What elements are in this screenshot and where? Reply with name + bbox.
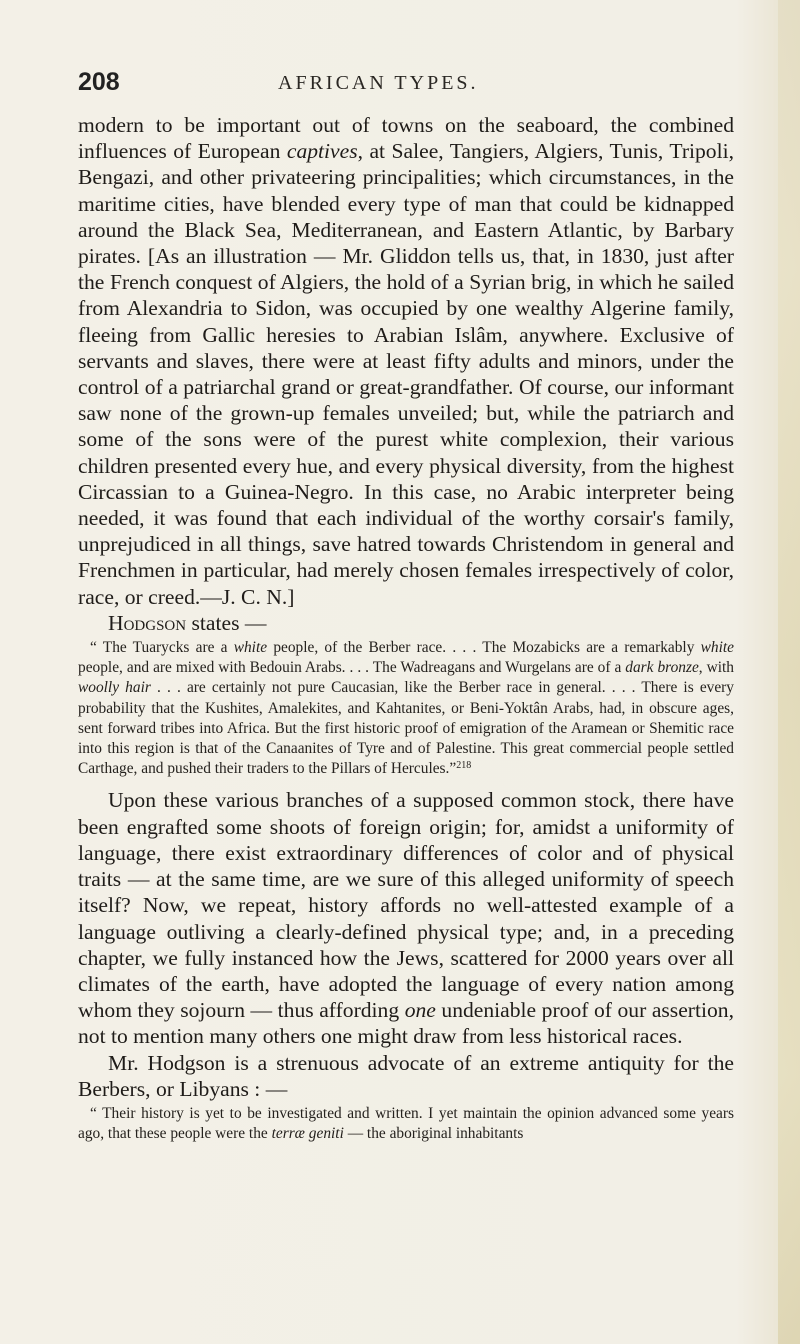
text-run: “ Their history is yet to be investigated and written. I yet maintain the opinion advanced some years ago, that these people were the [78,1104,734,1143]
paragraph-hodgson-states [78,610,734,636]
text-run: modern to be important out of towns on the seaboard, the combined influences of European [78,113,734,164]
page-edge-stain [778,0,800,1344]
running-head: AFRICAN TYPES. [278,72,479,94]
text-run: , at Salee, Tangiers, Algiers, Tunis, Tripoli, Bengazi, and other privateering principalities; which circumstances, in the maritime cities, have blended every type of man that could be kidnapped around the Black Sea, Mediterranean, and Eastern Atlantic, by Barbary pirates. [As an illustration — Mr. Gliddon tells us, that, in 1830, just after the French conquest of Algiers, the hold of a Syrian brig, in which he sailed from Alexandria to Sidon, was occupied by one wealthy Algerine family, fleeing from Gallic heresies to Arabian Islâm, anywhere. Exclusive of servants and slaves, there were at least fifty adults and minors, under the control of a patriarchal grand or great-grandfather. Of course, our informant saw none of the grown-up females unveiled; but, while the patriarch and some of the sons were of the purest white complexion, their various children presented every hue, and every physical diversity, from the highest Circassian to a Guinea-Negro. In this case, no Arabic interpreter being needed, it was found that each individual of the worthy corsair's family, unprejudiced in all things, save hatred towards Christendom in general and Frenchmen in particular, had merely chosen females irrespectively of color, race, or creed.—J. C. N.] [78,139,734,609]
text-run: . . . are certainly not pure Caucasian, like the Berber race in general. . . . There is every probability that the Kushites, Amalekites, and Kahtanites, or Beni-Yoktân Arabs, had, in obscure ages, sent forward tribes into Africa. But the first historic proof of emigration of the Aramean or Shemitic race into this region is that of the Canaanites of Tyre and of Palestine. This great commercial people settled Carthage, and pushed their traders to the Pillars of Hercules.” [78,679,735,778]
page-number: 208 [78,68,120,96]
text-run: Mr. Hodgson is a strenuous advocate of an extreme antiquity for the Berbers, or Libyans : — [78,1050,734,1101]
emphasis: captives [286,139,358,164]
spacer [78,779,734,787]
text-run: states — [186,610,267,635]
page-header [78,68,738,108]
block-quote-history [78,1104,734,1144]
paragraph-captives [78,112,734,610]
text-run: people, and are mixed with Bedouin Arabs. . . . The Wadreagans and Wurgelans are of a [78,659,626,677]
page-body [78,112,734,1144]
block-quote-tuarycks [78,638,734,779]
text-run: Upon these various branches of a supposed common stock, there have been engrafted some shoots of foreign origin; for, amidst a uniformity of language, there exist extraordinary differences of color and of physical traits — at the same time, are we sure of this alleged uniformity of speech itself? Now, we repeat, history affords no well-attested example of a language outliving a clearly-defined physical type; and, in a preceding chapter, we fully instanced how the Jews, scattered for 2000 years over all climates of the earth, have adopted the language of every nation among whom they sojourn — thus affording [78,788,734,1023]
emphasis: one [404,998,436,1023]
paragraph-berbers [78,1050,734,1102]
text-run: “ The Tuarycks are a [90,639,234,657]
footnote-reference: 218 [456,760,472,772]
text-run: — the aboriginal inhabitants [343,1125,524,1143]
author-name: Hodgson [108,610,187,635]
emphasis: woolly hair [78,679,151,697]
paragraph-common-stock [78,787,734,1049]
text-run: people, of the Berber race. . . . The Mozabicks are a remarkably [267,639,701,657]
emphasis: white [700,639,734,657]
text-run: undeniable proof of our assertion, not to mention many others one might draw from less historical races. [78,998,734,1049]
emphasis: dark bronze [625,659,699,677]
emphasis: terræ geniti [271,1125,344,1143]
emphasis: white [233,639,268,657]
text-run: , with [698,659,734,677]
